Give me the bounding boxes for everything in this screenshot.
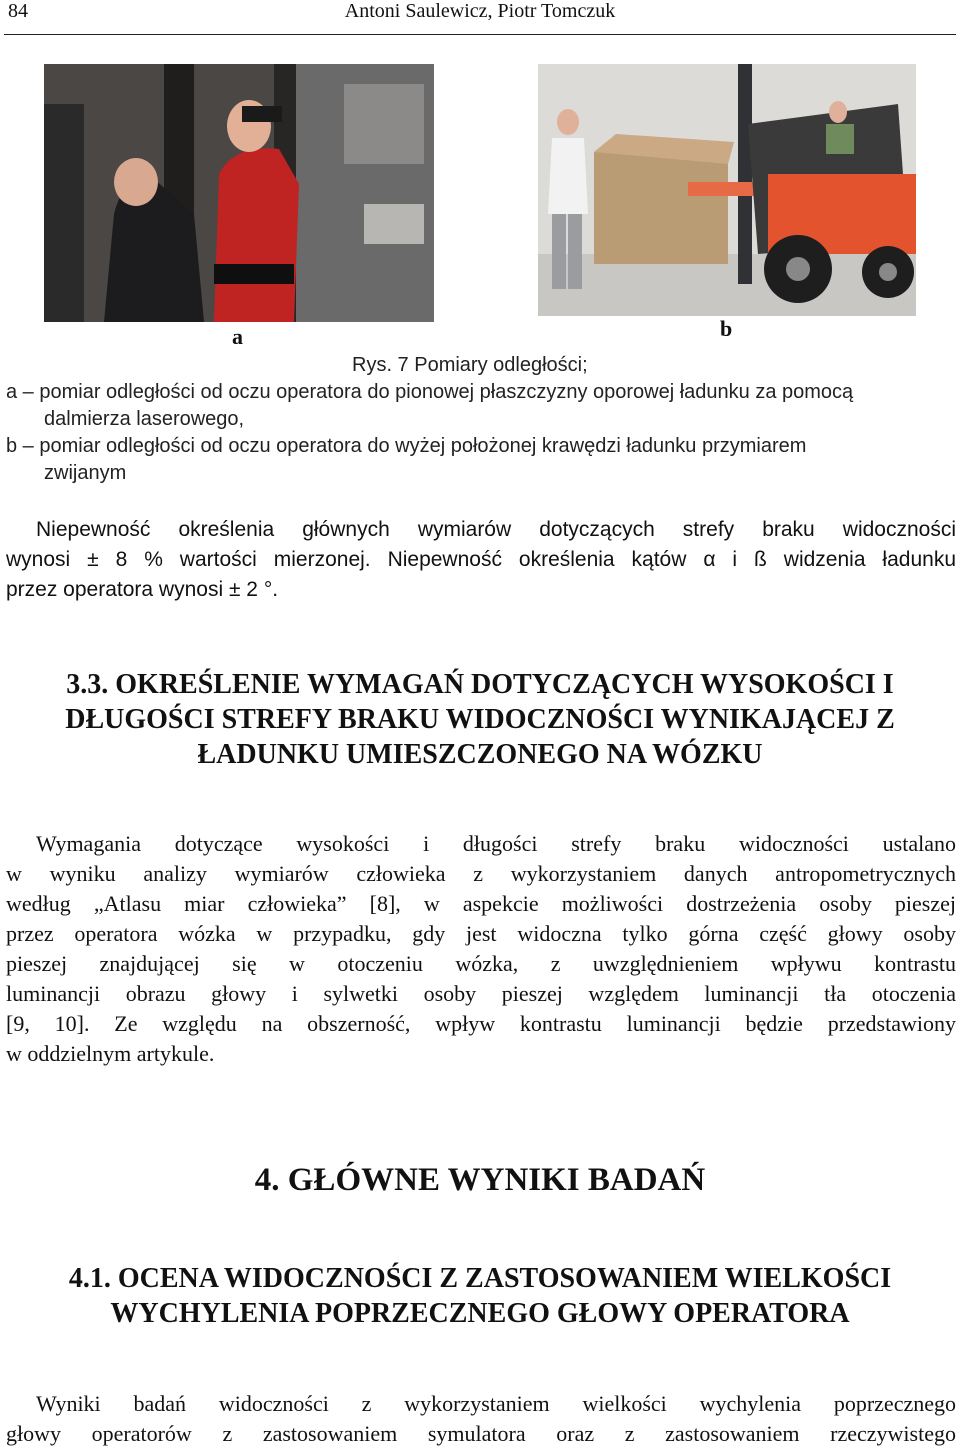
section-heading-3-3-cont: ŁADUNKU UMIESZCZONEGO NA WÓZKU (197, 739, 763, 770)
photo-laser-measurement (44, 64, 434, 322)
paragraph-line: przez operatora wózka w przypadku, gdy jest widoczna tylko górna część głowy osoby (6, 921, 956, 946)
section-heading-3-3-cont: DŁUGOŚCI STREFY BRAKU WIDOCZNOŚCI WYNIKAJĄCEJ Z (65, 704, 895, 735)
paragraph-line: wynosi ± 8 % wartości mierzonej. Niepewność określenia kątów α i ß widzenia ładunku (6, 548, 956, 571)
paragraph-line: według „Atlasu miar człowieka” [8], w aspekcie możliwości dostrzeżenia osoby pieszej (6, 891, 956, 916)
header-rule (4, 34, 956, 35)
figure-caption-title: Rys. 7 Pomiary odległości; (352, 354, 588, 376)
section-heading-4-1: 4.1. OCENA WIDOCZNOŚCI Z ZASTOSOWANIEM WIELKOŚCI (68, 1263, 892, 1294)
section-heading-4-1-cont: WYCHYLENIA POPRZECZNEGO GŁOWY OPERATORA (110, 1298, 850, 1329)
paragraph-line: Wyniki badań widoczności z wykorzystaniem wielkości wychylenia poprzecznego (36, 1391, 956, 1416)
section-heading-4: 4. GŁÓWNE WYNIKI BADAŃ (254, 1162, 706, 1198)
paragraph-line: pieszej znajdującej się w otoczeniu wózka, z uwzględnieniem wpływu kontrastu (6, 951, 956, 976)
photo-tape-measurement (538, 64, 916, 316)
paragraph-line: [9, 10]. Ze względu na obszerność, wpływ kontrastu luminancji będzie przedstawiony (6, 1011, 956, 1036)
figure-caption-b-cont: zwijanym (44, 462, 127, 484)
figure-caption-a: a – pomiar odległości od oczu operatora do pionowej płaszczyzny oporowej ładunku za pomocą (6, 381, 854, 403)
paragraph-line: luminancji obrazu głowy i sylwetki osoby pieszej względem luminancji tła otoczenia (6, 981, 956, 1006)
paragraph-line: głowy operatorów z zastosowaniem symulatora oraz z zastosowaniem rzeczywistego (6, 1421, 956, 1446)
paragraph-line: w wyniku analizy wymiarów człowieka z wykorzystaniem danych antropometrycznych (6, 861, 956, 886)
section-heading-3-3: 3.3. OKREŚLENIE WYMAGAŃ DOTYCZĄCYCH WYSOKOŚCI I (66, 669, 894, 700)
paragraph-line: przez operatora wynosi ± 2 °. (6, 578, 279, 601)
paragraph-line: w oddzielnym artykule. (6, 1041, 215, 1066)
figure-label-b: b (720, 316, 733, 341)
running-header-authors: Antoni Saulewicz, Piotr Tomczuk (344, 0, 616, 22)
figure-caption-b: b – pomiar odległości od oczu operatora do wyżej położonej krawędzi ładunku przymiarem (6, 435, 807, 457)
page-number: 84 (8, 0, 28, 22)
figure-caption-a-cont: dalmierza laserowego, (44, 408, 245, 430)
paragraph-line: Wymagania dotyczące wysokości i długości strefy braku widoczności ustalano (36, 831, 956, 856)
paragraph-line: Niepewność określenia głównych wymiarów dotyczących strefy braku widoczności (36, 518, 956, 541)
figure-label-a: a (232, 324, 243, 349)
